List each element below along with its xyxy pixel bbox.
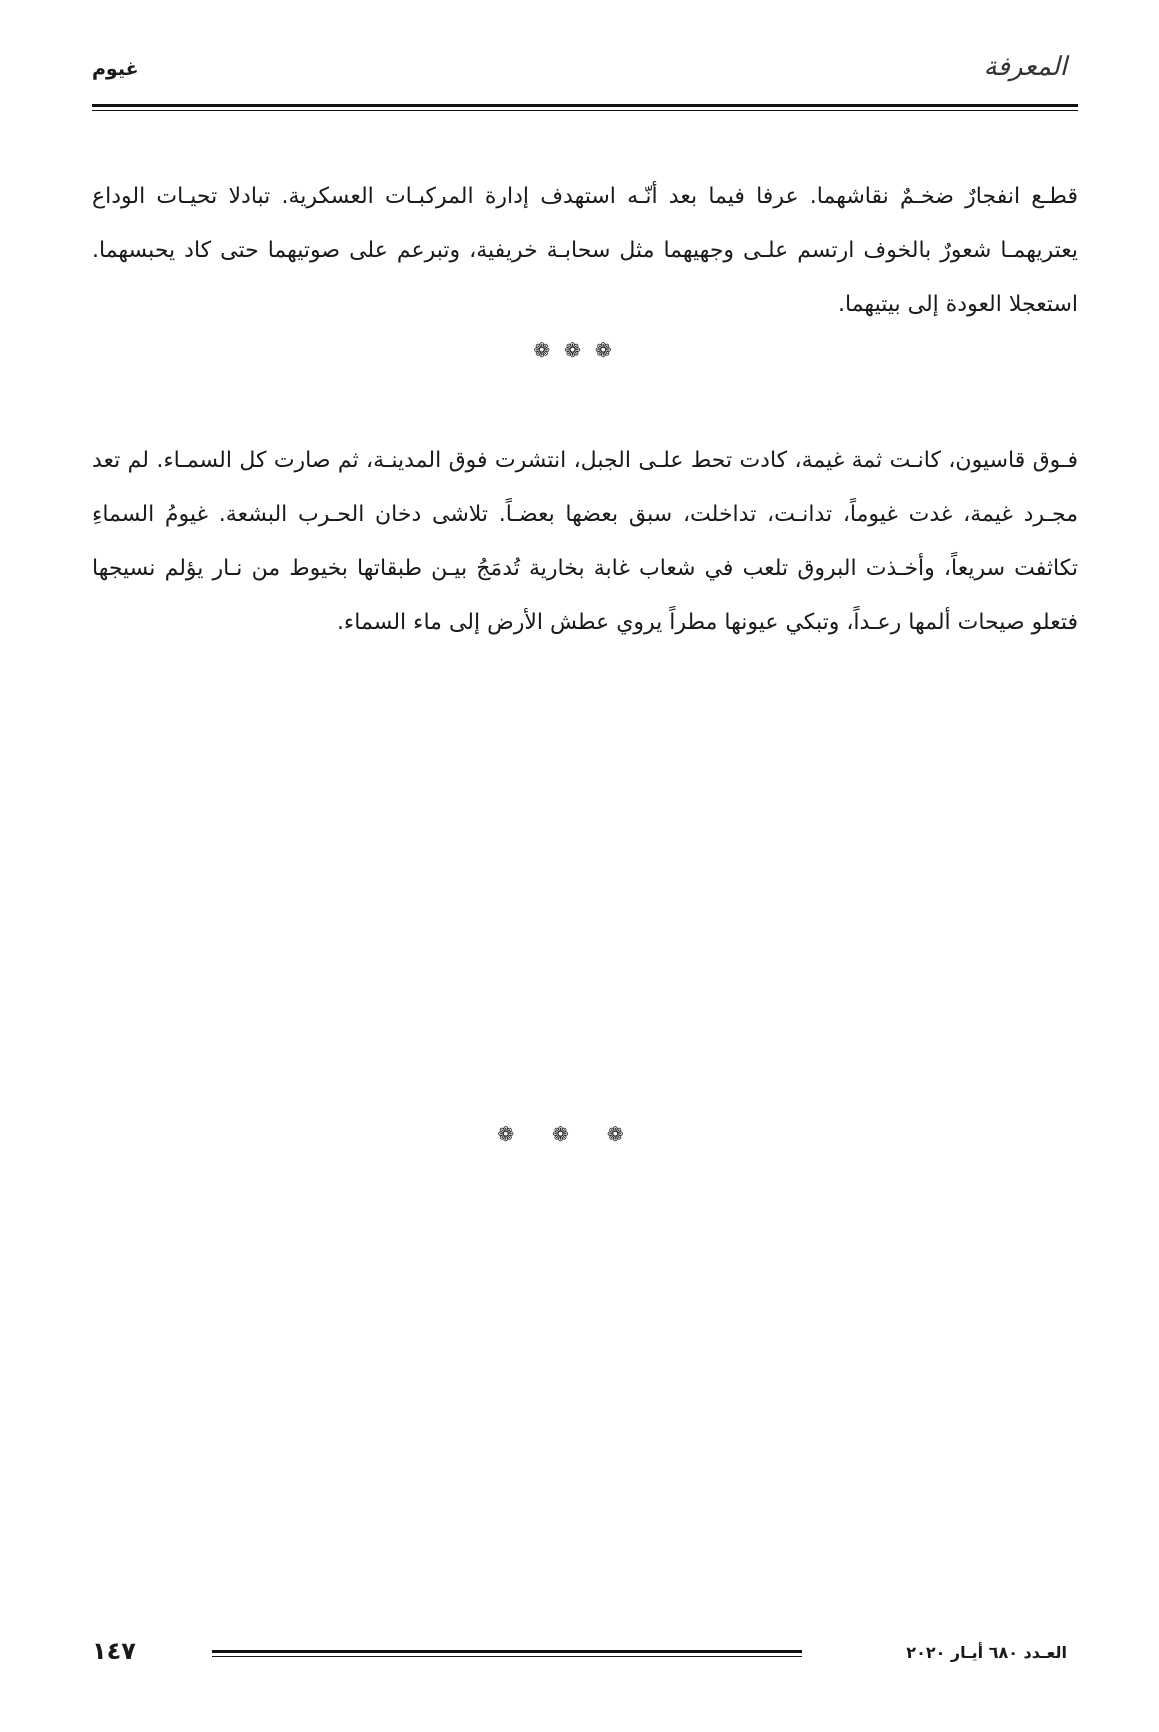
page-number: ١٤٧ [92,1637,136,1665]
paragraph-1: قطـع انفجارٌ ضخـمٌ نقاشهما. عرفا فيما بعد أنّـه استهدف إدارة المركبـات العسكرية. تبادلا تحيـات الوداع يعتريهمـا شعورٌ بالخوف ارتسم علـى وجهيهما مثل سحابـة خريفية، وتبرعم على صوتيهما حتى كاد يحبسهما. استعجلا العودة إلى بيتيهما. [92,184,1078,317]
end-separator-ornament: ❁❁❁ [497,1122,662,1146]
paragraph-2: فـوق قاسيون، كانـت ثمة غيمة، كادت تحط علـى الجبل، انتشرت فوق المدينـة، ثم صارت كل السمـاء. لم تعد مجـرد غيمة، غدت غيوماً، تدانـت، تداخلت، سبق بعضها بعضـاً. تلاشى دخان الحـرب البشعة. غيومُ السماءِ تكاثفت سريعاً، وأخـذت البروق تلعب في شعاب غابة بخارية تُدمَجُ بيـن طبقاتها بخيوط من نـار يؤلم نسيجها فتعلو صيحات ألمها رعـداً، وتبكي عيونها مطراً يروي عطش الأرض إلى ماء السماء. [92,448,1078,635]
article-title: غيوم [92,58,139,80]
issue-info: العـدد ٦٨٠ أيـار ٢٠٢٠ [906,1643,1067,1662]
footer-divider [212,1650,802,1657]
magazine-logo: المعرفة [983,52,1067,82]
section-separator-ornament: ❁❁❁ [533,338,626,362]
header-divider [92,104,1078,111]
